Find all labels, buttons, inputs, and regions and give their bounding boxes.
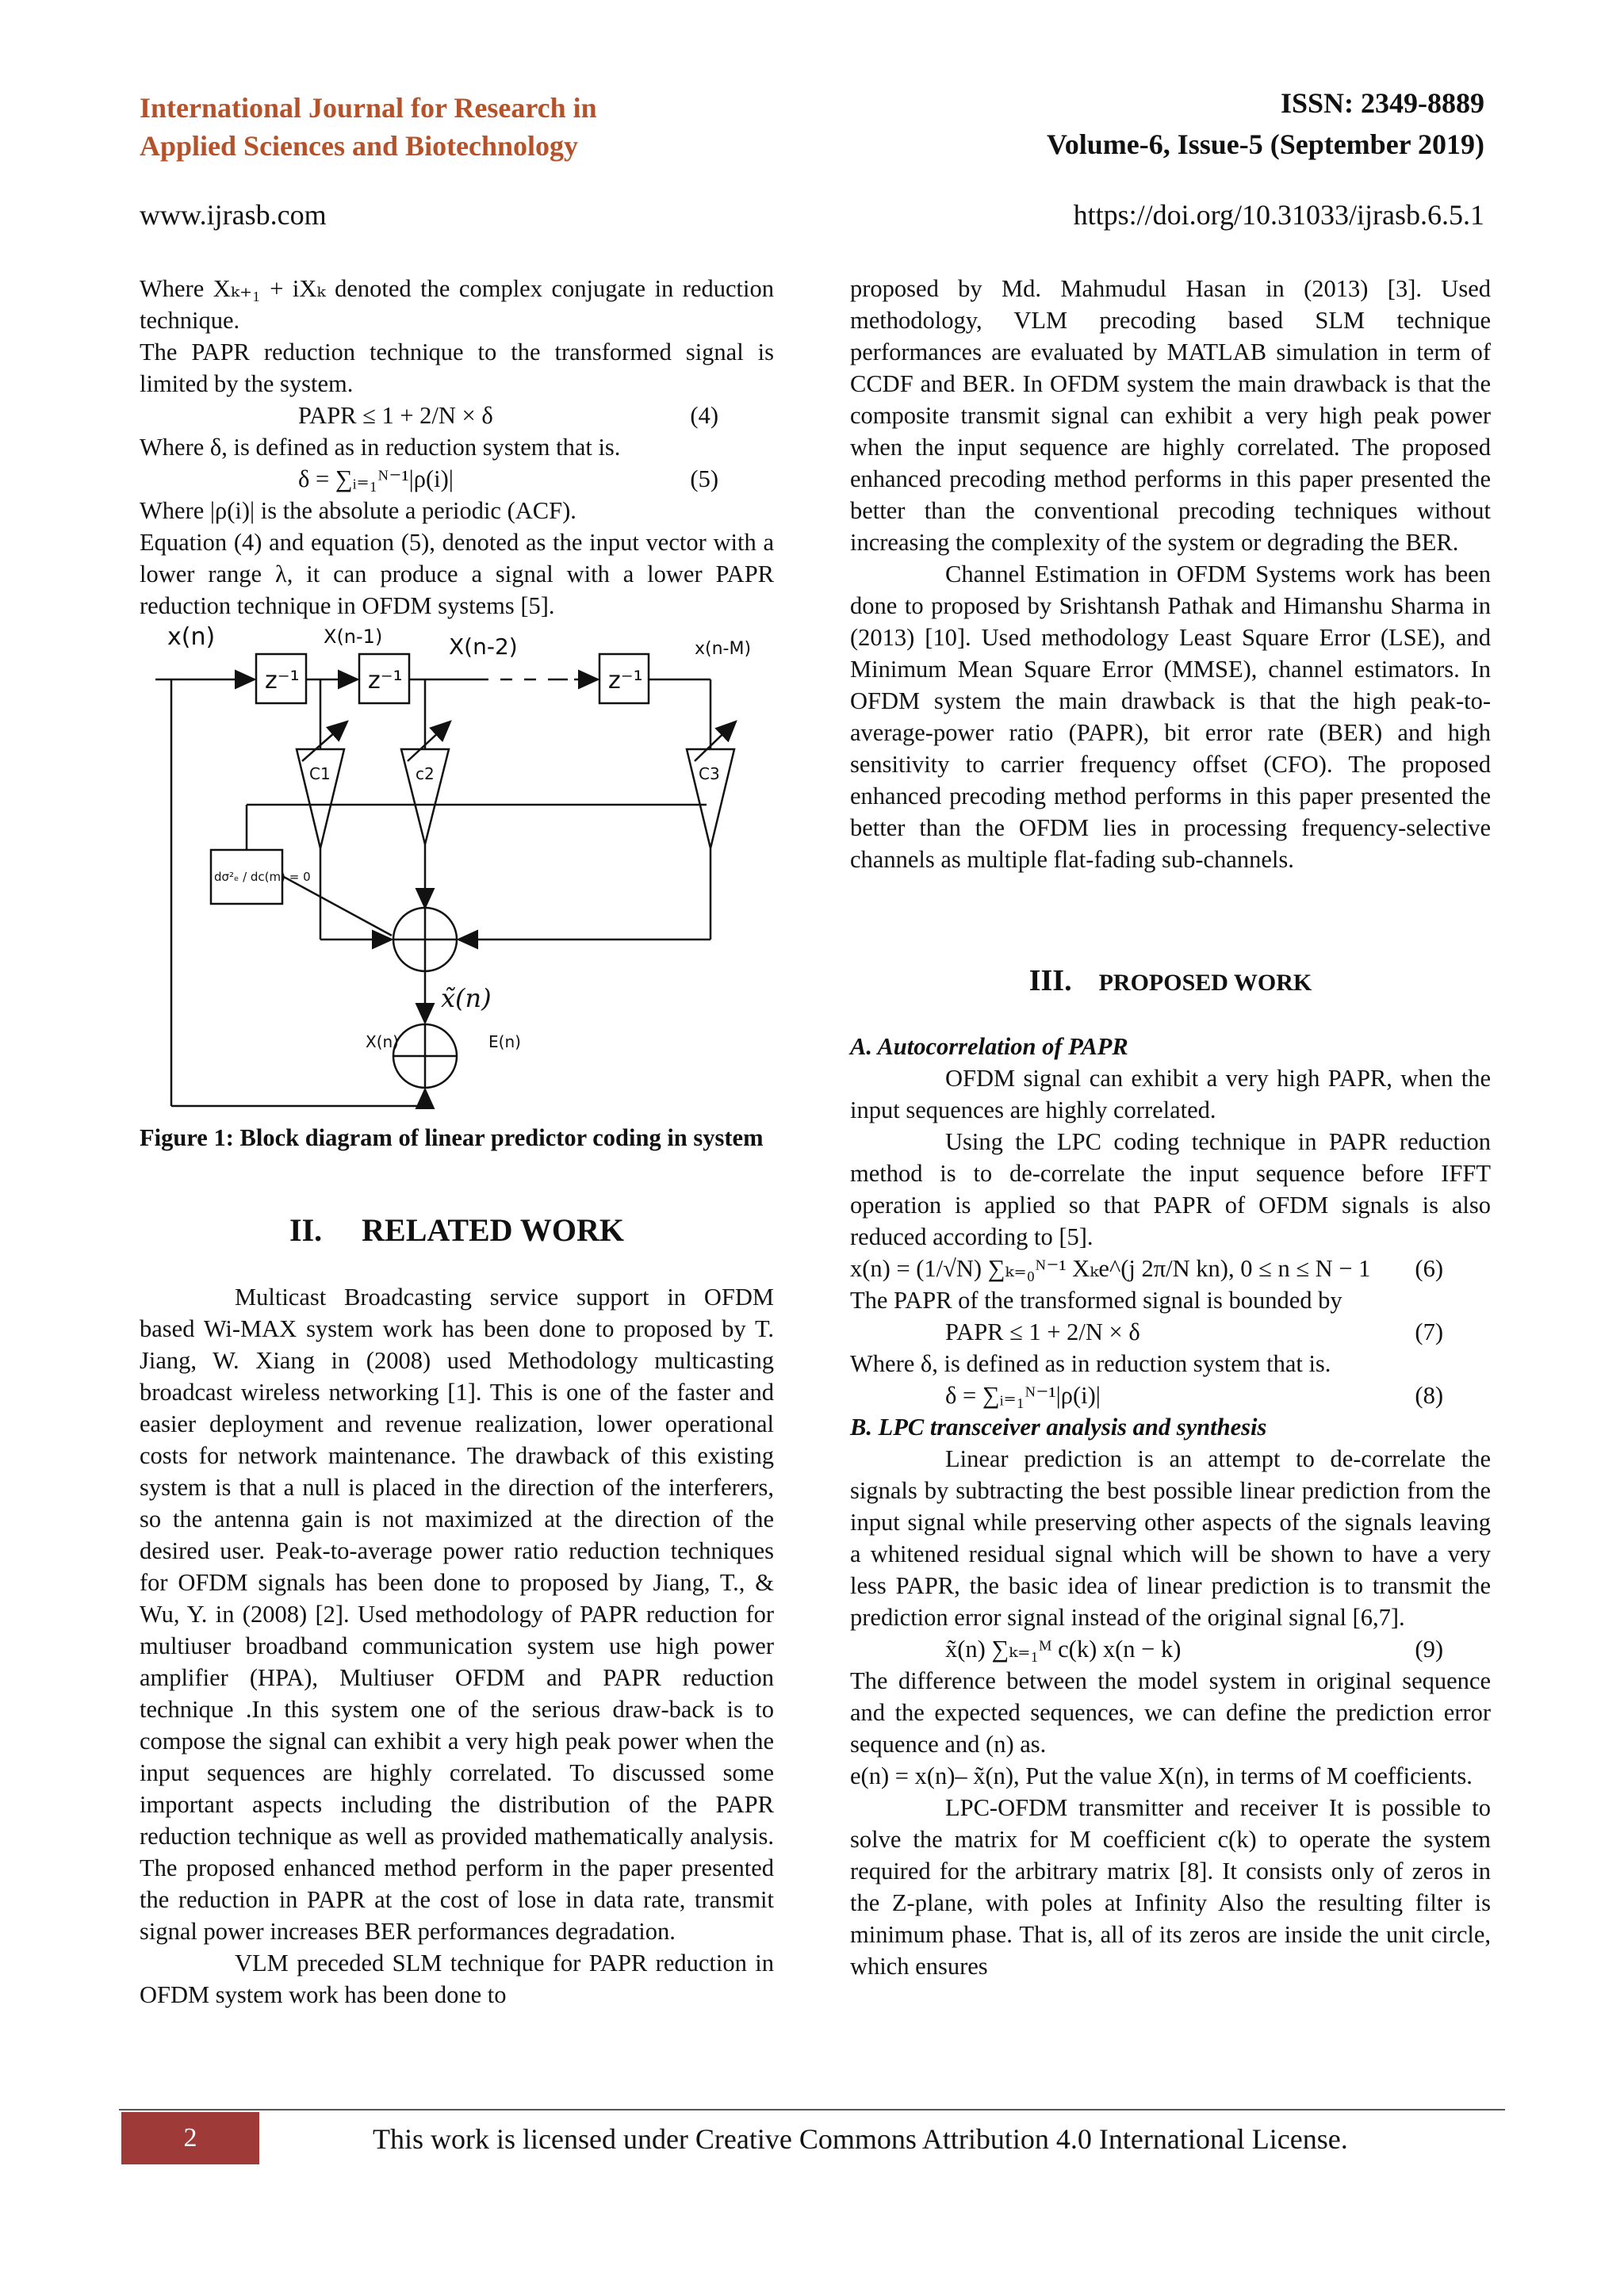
right-column-top xyxy=(850,273,1491,875)
delay-block-2-label: z⁻¹ xyxy=(368,667,403,695)
label-xn-bottom: X(n) xyxy=(366,1032,399,1051)
label-xn-2: X(n-2) xyxy=(449,633,518,660)
right-p6: Where δ, is defined as in reduction system that is. xyxy=(850,1350,1331,1377)
label-xn-1: X(n-1) xyxy=(324,626,383,648)
subsection-a-title: A. Autocorrelation of PAPR xyxy=(850,1033,1128,1060)
website-link[interactable]: www.ijrasb.com xyxy=(140,199,327,231)
page-number: 2 xyxy=(121,2112,259,2164)
delay-block-3-label: z⁻¹ xyxy=(608,667,643,695)
issn-block xyxy=(1047,82,1484,165)
section-title-proposed-work: PROPOSED WORK xyxy=(1098,970,1312,996)
equation-8 xyxy=(850,1380,1491,1411)
footer-divider xyxy=(119,2109,1505,2110)
left-p4: Where |ρ(i)| is the absolute a periodic (ACF). xyxy=(140,497,576,524)
right-column-bottom xyxy=(850,1031,1491,1982)
doi-link[interactable]: https://doi.org/10.31033/ijrasb.6.5.1 xyxy=(1073,199,1484,231)
left-p5: Equation (4) and equation (5), denoted as the input vector with a lower range λ, it can produce a signal with a lower PAPR reduction technique in OFDM systems [5]. xyxy=(140,529,774,619)
equation-9-number: (9) xyxy=(1415,1636,1443,1663)
journal-title-line2: Applied Sciences and Biotechnology xyxy=(140,130,579,162)
equation-5-body: δ = ∑ᵢ₌₁ᴺ⁻¹|ρ(i)| xyxy=(298,465,454,492)
block-diagram-figure xyxy=(140,622,774,1114)
volume-issue: Volume-6, Issue-5 (September 2019) xyxy=(1047,128,1484,160)
delay-block-1-label: z⁻¹ xyxy=(265,667,300,695)
equation-8-number: (8) xyxy=(1415,1382,1443,1409)
issn: ISSN: 2349-8889 xyxy=(1280,87,1484,119)
coefficient-c1-label: C1 xyxy=(309,764,331,783)
left-p1: Where Xₖ₊₁ + iXₖ denoted the complex conjugate in reduction technique. xyxy=(140,275,774,334)
right-p2: Channel Estimation in OFDM Systems work has been done to proposed by Srishtansh Pathak and Himanshu Sharma in (2013) [10]. Used methodology Least Square Error (LSE), and Minimum Mean Square Error (MMSE), channel estimators. In OFDM system the main drawback is that the high peak-to-average-power ratio (PAPR), bit error rate (BER) and high sensitivity to carrier frequency offset (CFO). The proposed enhanced precoding method performs in this paper presented the better than the OFDM lies in processing frequency-selective channels as multiple flat-fading sub-channels. xyxy=(850,561,1491,873)
section-number-iii: III. xyxy=(1028,964,1072,997)
right-p10: LPC-OFDM transmitter and receiver It is possible to solve the matrix for M coefficient c(k) to operate the system required for the arbitrary matrix [8]. It consists only of zeros in the Z-plane, with poles at Infinity Also the resulting filter is minimum phase. That is, all of its zeros are inside the unit circle, which ensures xyxy=(850,1794,1491,1980)
equation-6-body: x(n) = (1/√N) ∑ₖ₌₀ᴺ⁻¹ Xₖe^(j 2π/N kn), 0 ≤ n ≤ N − 1 xyxy=(850,1255,1371,1282)
equation-7 xyxy=(850,1316,1491,1348)
label-en: E(n) xyxy=(488,1032,521,1051)
equation-4-body: PAPR ≤ 1 + 2/N × δ xyxy=(298,402,493,429)
equation-5-number: (5) xyxy=(690,465,718,492)
right-p7: Linear prediction is an attempt to de-correlate the signals by subtracting the best possible linear prediction from the input signal while preserving other aspects of the signals leaving a whitened residual signal which will be shown to have a very less PAPR, the basic idea of linear prediction is to transmit the prediction error signal instead of the original signal [6,7]. xyxy=(850,1445,1491,1631)
right-p8: The difference between the model system in original sequence and the expected sequences, we can define the prediction error sequence and (n) as. xyxy=(850,1667,1491,1758)
section-heading-proposed-work xyxy=(850,963,1491,998)
section-number-ii: II. xyxy=(289,1212,323,1248)
equation-4 xyxy=(140,400,774,431)
equation-7-body: PAPR ≤ 1 + 2/N × δ xyxy=(945,1318,1140,1345)
label-xn-m: x(n-M) xyxy=(695,639,752,659)
label-xn: x(n) xyxy=(167,623,216,651)
right-p9: e(n) = x(n)– x̃(n), Put the value X(n), in terms of M coefficients. xyxy=(850,1762,1473,1789)
equation-9-body: x̃(n) ∑ₖ₌₁ᴹ c(k) x(n − k) xyxy=(945,1636,1182,1663)
equation-9 xyxy=(850,1633,1491,1665)
equation-6 xyxy=(850,1253,1491,1284)
left-column-top xyxy=(140,273,774,622)
derivative-condition-label: dσ²ₑ / dc(m) = 0 xyxy=(214,870,311,884)
journal-title-line1: International Journal for Research in xyxy=(140,92,597,124)
left-p7: VLM preceded SLM technique for PAPR reduction in OFDM system work has been done to xyxy=(140,1950,774,2008)
left-p3: Where δ, is defined as in reduction system that is. xyxy=(140,434,621,461)
equation-8-body: δ = ∑ᵢ₌₁ᴺ⁻¹|ρ(i)| xyxy=(945,1382,1101,1409)
right-p4: Using the LPC coding technique in PAPR reduction method is to de-correlate the input sequence before IFFT operation is applied so that PAPR of OFDM signals is also reduced according to [5]. xyxy=(850,1128,1491,1250)
section-title-related-work: RELATED WORK xyxy=(362,1212,624,1248)
equation-7-number: (7) xyxy=(1415,1318,1443,1345)
equation-5 xyxy=(140,463,774,495)
journal-title xyxy=(140,89,597,165)
right-p5: The PAPR of the transformed signal is bounded by xyxy=(850,1287,1342,1314)
coefficient-c2-label: c2 xyxy=(416,764,435,783)
equation-6-number: (6) xyxy=(1415,1255,1443,1282)
left-p6: Multicast Broadcasting service support in OFDM based Wi-MAX system work has been done to proposed by T. Jiang, W. Xiang in (2008) used Methodology multicasting broadcast wireless networking [1]. This is one of the faster and easier deployment and revenue realization, lower operational costs for network maintenance. The drawback of this existing system is that a null is placed in the direction of the interferers, so the antenna gain is not maximized at the direction of the desired user. Peak-to-average power ratio reduction techniques for OFDM signals has been done to proposed by Jiang, T., & Wu, Y. in (2008) [2]. Used methodology of PAPR reduction for multiuser broadband communication system use high power amplifier (HPA), Multiuser OFDM and PAPR reduction technique .In this system one of the serious draw-back is to compose the signal can exhibit a very high peak power when the input sequences are highly correlated. To discussed some important aspects including the distribution of the PAPR reduction technique as well as provided mathematically analysis. The proposed enhanced method perform in the paper presented the reduction in PAPR at the cost of lose in data rate, transmit signal power increases BER performances degradation. xyxy=(140,1284,774,1945)
figure-caption: Figure 1: Block diagram of linear predictor coding in system xyxy=(140,1124,764,1151)
left-column-bottom xyxy=(140,1281,774,2011)
left-p2: The PAPR reduction technique to the transformed signal is limited by the system. xyxy=(140,339,774,397)
coefficient-c3-label: C3 xyxy=(699,764,720,783)
equation-4-number: (4) xyxy=(690,402,718,429)
license-notice: This work is licensed under Creative Commons Attribution 4.0 International License. xyxy=(373,2123,1348,2155)
label-x-hat: x̃(n) xyxy=(441,983,492,1013)
subsection-b-title: B. LPC transceiver analysis and synthesis xyxy=(850,1414,1267,1441)
section-heading-related-work xyxy=(140,1211,774,1249)
right-p3: OFDM signal can exhibit a very high PAPR, when the input sequences are highly correlated. xyxy=(850,1065,1491,1123)
right-p1: proposed by Md. Mahmudul Hasan in (2013) [3]. Used methodology, VLM precoding based SLM technique performances are evaluated by MATLAB simulation in term of CCDF and BER. In OFDM system the main drawback is that the composite transmit signal can exhibit a very high peak power when the input sequence are highly correlated. The proposed enhanced precoding method performs in this paper presented the better than the conventional precoding techniques without increasing the complexity of the system or degrading the BER. xyxy=(850,275,1491,556)
